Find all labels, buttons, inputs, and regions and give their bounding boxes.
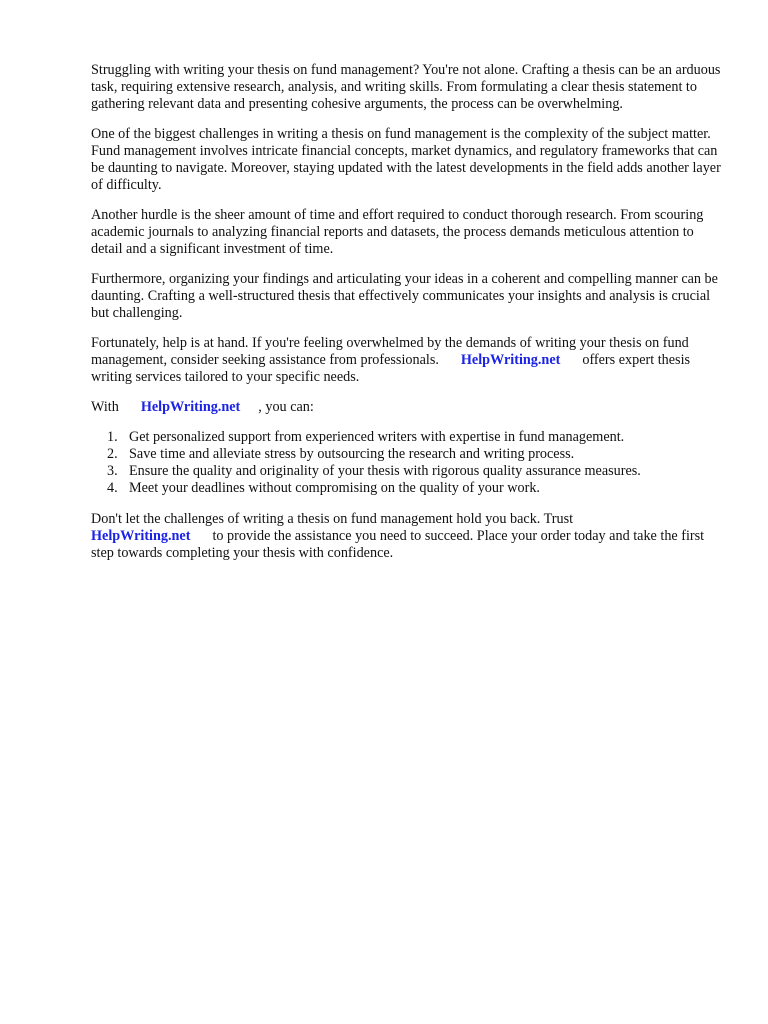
with-line bbox=[91, 399, 721, 416]
document-body bbox=[91, 62, 721, 575]
list-number: 4. bbox=[107, 480, 118, 496]
list-item-text: Ensure the quality and originality of your thesis with rigorous quality assurance measures. bbox=[129, 463, 641, 479]
complexity-paragraph: One of the biggest challenges in writing a thesis on fund management is the complexity of the subject matter. Fund management involves intricate financial concepts, market dynamics, and regulatory frameworks that can be daunting to navigate. Moreover, staying updated with the latest developments in the field adds another layer of difficulty. bbox=[91, 126, 721, 193]
list-item bbox=[91, 446, 721, 463]
list-item-text: Get personalized support from experienced writers with expertise in fund management. bbox=[129, 429, 625, 445]
with-label: With bbox=[91, 399, 119, 415]
list-item bbox=[91, 480, 721, 497]
help-paragraph-text-end: offers expert thesis writing services tailored to your specific needs. bbox=[91, 352, 691, 385]
help-paragraph bbox=[91, 335, 721, 386]
with-suffix: , you can: bbox=[258, 399, 314, 415]
list-number: 1. bbox=[107, 429, 118, 445]
helpwriting-link[interactable]: HelpWriting.net bbox=[140, 399, 241, 415]
closing-paragraph bbox=[91, 511, 721, 562]
organizing-paragraph: Furthermore, organizing your findings and articulating your ideas in a coherent and compelling manner can be daunting. Crafting a well-structured thesis that effectively communicates your insights and analysis is crucial but challenging. bbox=[91, 271, 718, 321]
benefits-list bbox=[91, 429, 721, 497]
list-item bbox=[91, 463, 721, 480]
intro-paragraph: Struggling with writing your thesis on fund management? You're not alone. Crafting a thesis can be an arduous task, requiring extensive research, analysis, and writing skills. From formulating a clear thesis statement to gathering relevant data and presenting cohesive arguments, the process can be overwhelming. bbox=[91, 62, 721, 112]
list-number: 3. bbox=[107, 463, 118, 479]
closing-text: Don't let the challenges of writing a thesis on fund management hold you back. Trust bbox=[91, 511, 574, 527]
list-number: 2. bbox=[107, 446, 118, 462]
list-item bbox=[91, 429, 721, 446]
list-item-text: Meet your deadlines without compromising on the quality of your work. bbox=[129, 480, 540, 496]
list-item-text: Save time and alleviate stress by outsourcing the research and writing process. bbox=[129, 446, 575, 462]
time-effort-paragraph: Another hurdle is the sheer amount of time and effort required to conduct thorough research. From scouring academic journals to analyzing financial reports and datasets, the process demands meticulous attention to detail and a significant investment of time. bbox=[91, 207, 704, 257]
help-paragraph-text: Fortunately, help is at hand. If you're feeling overwhelmed by the demands of writing your thesis on fund management, consider seeking assistance from professionals. bbox=[91, 335, 689, 368]
closing-text-end: to provide the assistance you need to succeed. Place your order today and take the first step towards completing your thesis with confidence. bbox=[91, 528, 705, 561]
helpwriting-link[interactable]: HelpWriting.net bbox=[460, 352, 561, 368]
helpwriting-link[interactable]: HelpWriting.net bbox=[91, 528, 191, 544]
